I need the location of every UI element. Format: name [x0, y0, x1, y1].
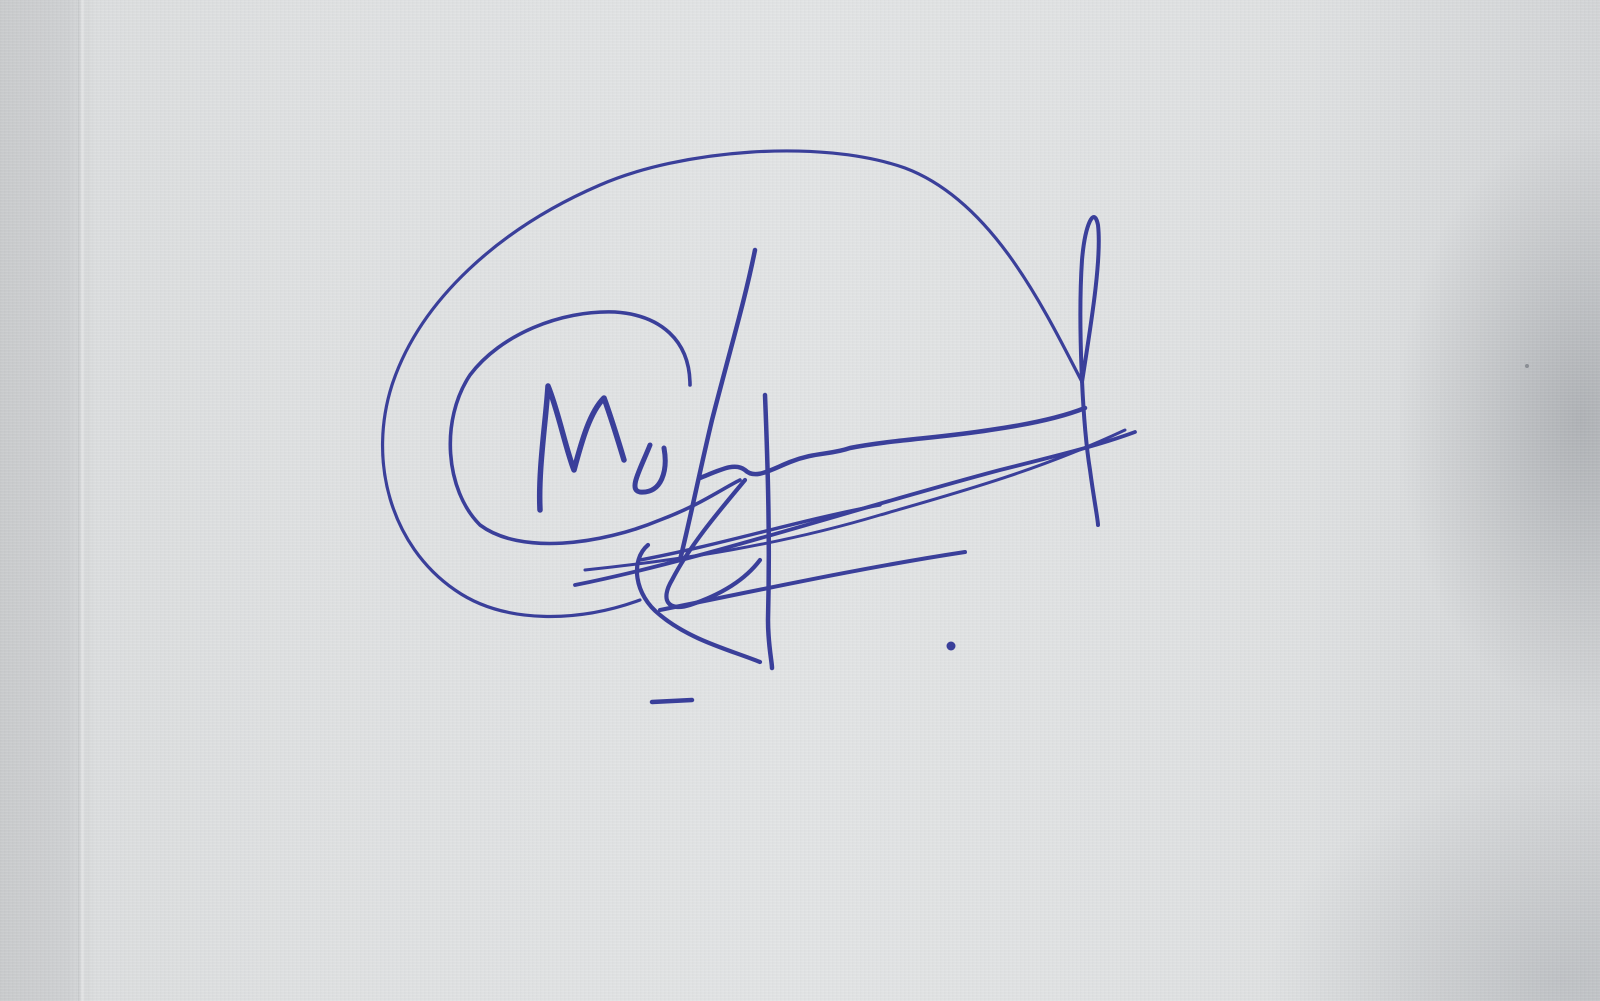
signature-flourish-4	[660, 552, 965, 610]
signature-letter-o	[635, 445, 665, 492]
signature-right-loop	[1080, 217, 1098, 525]
signature-inner-loop	[450, 312, 740, 544]
signature-dot	[947, 642, 956, 651]
signature-wave	[700, 408, 1085, 478]
paper-speck	[1525, 364, 1529, 368]
signature-letter-m	[540, 386, 624, 510]
signature-dash	[652, 700, 692, 702]
